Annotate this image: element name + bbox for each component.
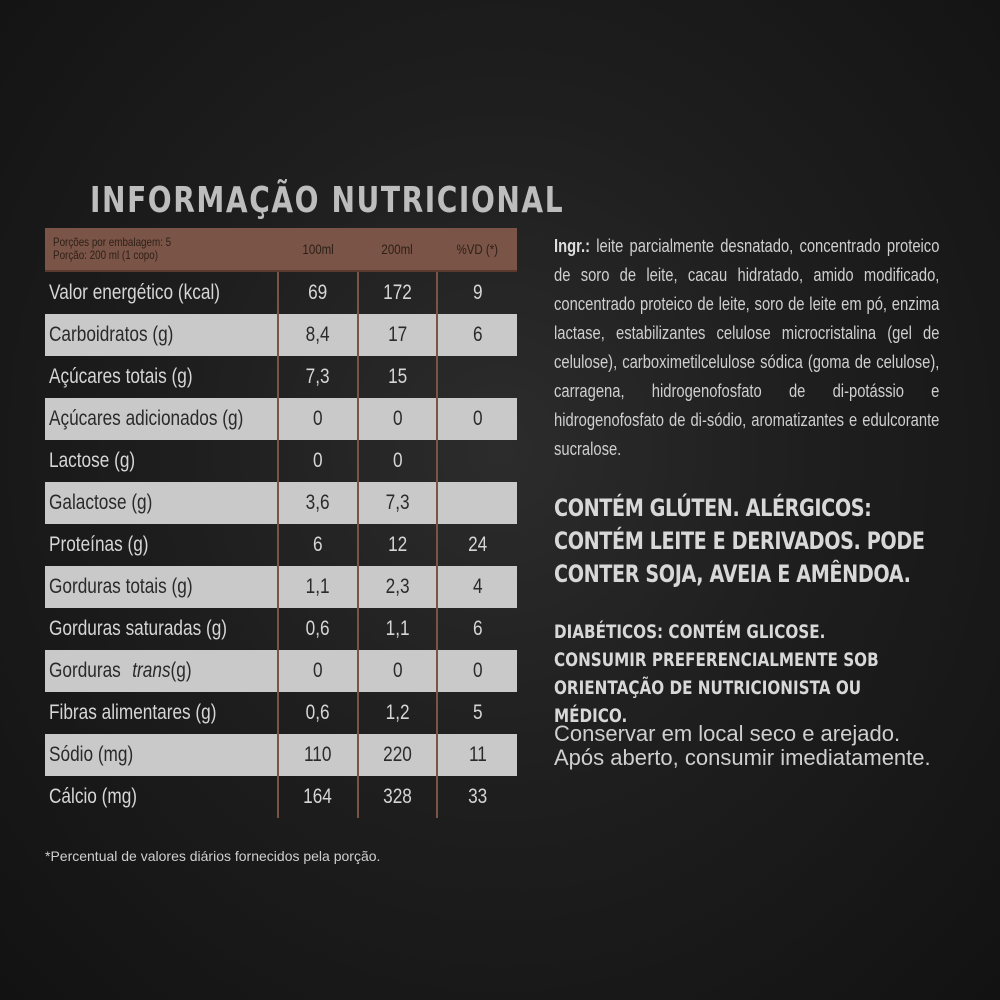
value-200ml: 17 (358, 314, 438, 356)
nutrient-name: Lactose (g) (49, 449, 136, 472)
value-vd: 5 (437, 692, 517, 734)
value-100ml: 8,4 (278, 314, 358, 356)
value-100ml: 0 (278, 440, 358, 482)
value-vd: 33 (437, 776, 517, 818)
table-row (45, 566, 517, 608)
value-200ml: 0 (358, 440, 438, 482)
value-vd: 0 (437, 398, 517, 440)
value-200ml: 1,2 (358, 692, 438, 734)
nutrient-name: Valor energético (kcal) (49, 281, 221, 304)
storage-instructions: Conservar em local seco e arejado. Após aberto, consumir imediatamente. (554, 721, 931, 770)
value-200ml: 172 (358, 271, 438, 314)
value-100ml: 69 (278, 271, 358, 314)
value-vd: 9 (437, 271, 517, 314)
nutrient-name: Açúcares totais (g) (49, 365, 193, 388)
table-row (45, 776, 517, 818)
value-100ml: 1,1 (278, 566, 358, 608)
servings-cell (45, 228, 278, 271)
table-row (45, 692, 517, 734)
value-100ml: 164 (278, 776, 358, 818)
nutrient-name: Açúcares adicionados (g) (45, 398, 278, 440)
value-vd: 11 (437, 734, 517, 776)
value-200ml: 0 (358, 398, 438, 440)
table-row (45, 482, 517, 524)
col-header-100ml: 100ml (278, 228, 358, 271)
value-vd: 6 (437, 314, 517, 356)
ingredients-list: leite parcialmente desnatado, concentrado proteico de soro de leite, cacau hidratado, amido modificado, concentrado proteico de leite, soro de leite em pó, enzima lactase, estabilizantes celulose microcristalina (gel de celulose), carboximetilcelulose sódica (goma de celulose), carragena, hidrogenofosfato de di-potássio e hidrogenofosfato de di-sódio, aromatizantes e edulcorante sucralose. (554, 236, 940, 459)
col-header-vd: %VD (*) (437, 228, 517, 271)
nutrient-name: Carboidratos (g) (45, 314, 278, 356)
ingredients-label: Ingr.: (554, 236, 591, 256)
nutrient-name: Cálcio (mg) (49, 785, 138, 808)
table-row (45, 440, 517, 482)
table-row (45, 398, 517, 440)
table-row (45, 524, 517, 566)
page-title: INFORMAÇÃO NUTRICIONAL (90, 180, 565, 221)
value-vd: 24 (437, 524, 517, 566)
nutrition-table (45, 228, 517, 818)
value-200ml: 15 (358, 356, 438, 398)
value-100ml: 0 (278, 650, 358, 692)
value-vd (437, 440, 517, 482)
value-200ml: 220 (358, 734, 438, 776)
nutrient-name: Gorduras trans(g) (45, 650, 278, 692)
value-100ml: 110 (278, 734, 358, 776)
value-200ml: 7,3 (358, 482, 438, 524)
nutrient-name: Galactose (g) (45, 482, 278, 524)
value-200ml: 1,1 (358, 608, 438, 650)
value-vd (437, 356, 517, 398)
servings-per-package: Porções por embalagem: 5 (53, 235, 172, 249)
value-100ml: 7,3 (278, 356, 358, 398)
value-vd (437, 482, 517, 524)
nutrient-name: Proteínas (g) (49, 533, 149, 556)
table-row (45, 734, 517, 776)
value-100ml: 3,6 (278, 482, 358, 524)
col-header-200ml: 200ml (358, 228, 438, 271)
nutrient-name: Fibras alimentares (g) (49, 701, 217, 724)
table-row (45, 314, 517, 356)
nutrient-name: Sódio (mg) (45, 734, 278, 776)
value-200ml: 12 (358, 524, 438, 566)
table-row (45, 650, 517, 692)
value-vd: 0 (437, 650, 517, 692)
value-200ml: 0 (358, 650, 438, 692)
nutrient-name: Gorduras saturadas (g) (49, 617, 228, 640)
value-vd: 4 (437, 566, 517, 608)
value-200ml: 328 (358, 776, 438, 818)
table-row (45, 608, 517, 650)
diabetics-line-2: CONSUMIR PREFERENCIALMENTE SOB ORIENTAÇÃO DE NUTRICIONISTA OU MÉDICO. (554, 649, 879, 727)
value-100ml: 6 (278, 524, 358, 566)
value-vd: 6 (437, 608, 517, 650)
serving-size: Porção: 200 ml (1 copo) (53, 248, 159, 262)
value-100ml: 0,6 (278, 608, 358, 650)
table-row (45, 271, 517, 314)
value-200ml: 2,3 (358, 566, 438, 608)
table-row (45, 356, 517, 398)
table-header-row (45, 228, 517, 271)
diabetics-line-1: DIABÉTICOS: CONTÉM GLICOSE. (554, 621, 826, 643)
value-100ml: 0,6 (278, 692, 358, 734)
allergen-warning: CONTÉM GLÚTEN. ALÉRGICOS: CONTÉM LEITE E DERIVADOS. PODE CONTER SOJA, AVEIA E AMÊNDOA. (554, 494, 925, 588)
ingredients-text (554, 232, 939, 464)
footnote: *Percentual de valores diários fornecidos pela porção. (45, 848, 381, 864)
value-100ml: 0 (278, 398, 358, 440)
nutrient-name: Gorduras totais (g) (45, 566, 278, 608)
diabetics-warning (554, 618, 922, 730)
